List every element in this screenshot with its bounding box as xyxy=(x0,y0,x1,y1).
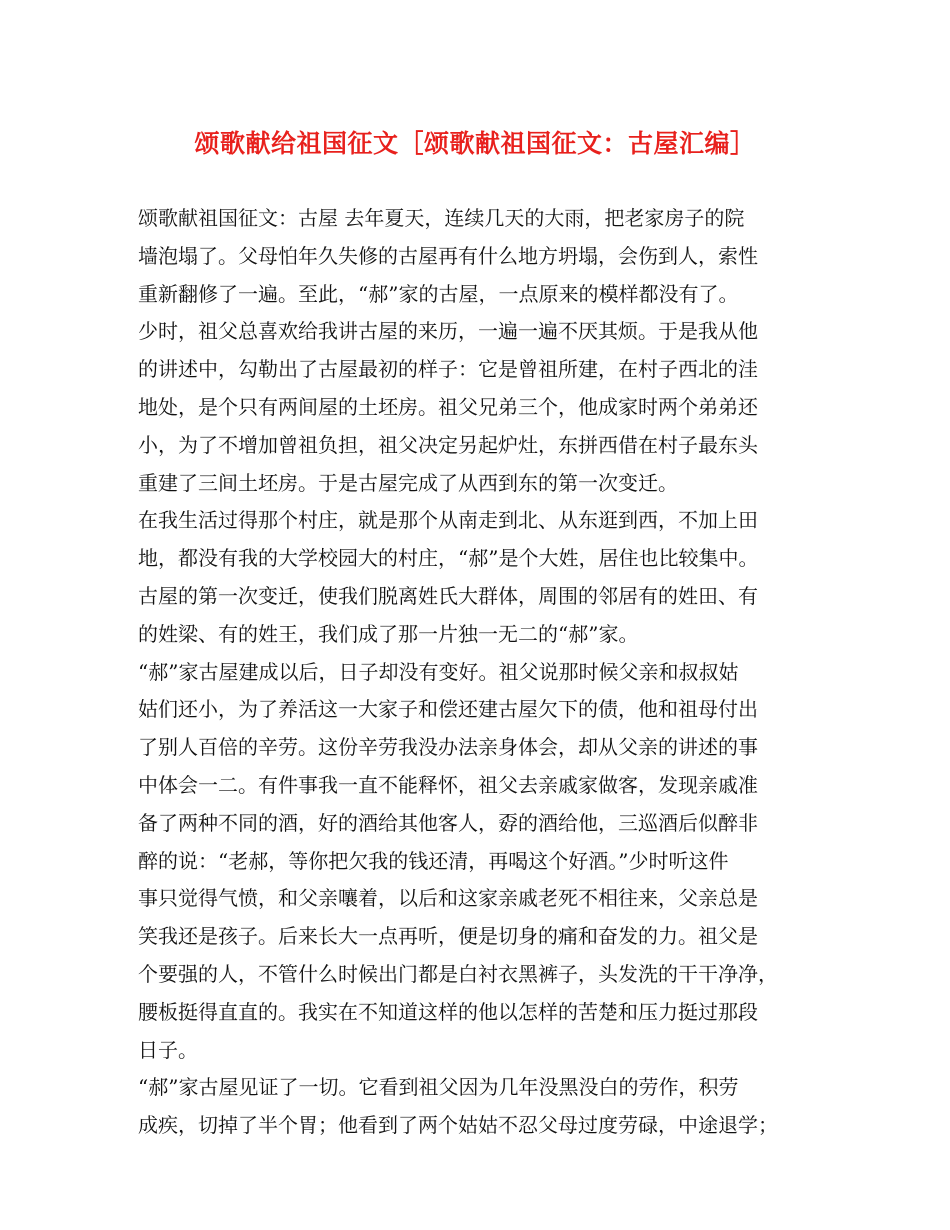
text-line: 地，都没有我的大学校园大的村庄，“郝”是个大姓，居住也比较集中。 xyxy=(138,546,759,571)
text-line: 少时，祖父总喜欢给我讲古屋的来历，一遍一遍不厌其烦。于是我从他 xyxy=(138,319,758,344)
text-line: 成疾，切掉了半个胃；他看到了两个姑姑不忍父母过度劳碌，中途退学； xyxy=(138,1113,778,1138)
text-line: 古屋的第一次变迁，使我们脱离姓氏大群体，周围的邻居有的姓田、有 xyxy=(138,583,758,608)
text-line: 的姓梁、有的姓王，我们成了那一片独一无二的“郝”家。 xyxy=(138,621,639,646)
text-line: 中体会一二。有件事我一直不能释怀，祖父去亲戚家做客，发现亲戚准 xyxy=(138,772,758,797)
text-line: 在我生活过得那个村庄，就是那个从南走到北、从东逛到西，不加上田 xyxy=(138,508,758,533)
text-line: 重建了三间土坯房。于是古屋完成了从西到东的第一次变迁。 xyxy=(138,470,678,495)
text-line: 颂歌献祖国征文：古屋 去年夏天，连续几天的大雨，把老家房子的院 xyxy=(138,206,745,230)
text-line: 备了两种不同的酒，好的酒给其他客人，孬的酒给他，三巡酒后似醉非 xyxy=(138,810,758,835)
text-line: 醉的说：“老郝，等你把欠我的钱还清，再喝这个好酒。”少时听这件 xyxy=(138,848,729,873)
text-line: 姑们还小，为了养活这一大家子和偿还建古屋欠下的债，他和祖母付出 xyxy=(138,697,758,722)
text-line: 事只觉得气愤，和父亲嚷着，以后和这家亲戚老死不相往来，父亲总是 xyxy=(138,886,758,911)
text-line: 墙泡塌了。父母怕年久失修的古屋再有什么地方坍塌，会伤到人，索性 xyxy=(138,243,758,268)
text-line: 地处，是个只有两间屋的土坯房。祖父兄弟三个，他成家时两个弟弟还 xyxy=(138,394,758,419)
text-line: 腰板挺得直直的。我实在不知道这样的他以怎样的苦楚和压力挺过那段 xyxy=(138,999,758,1024)
text-line: 小，为了不增加曾祖负担，祖父决定另起炉灶，东拼西借在村子最东头 xyxy=(138,432,758,457)
text-line: “郝”家古屋建成以后，日子却没有变好。祖父说那时候父亲和叔叔姑 xyxy=(138,659,739,684)
document-title: 颂歌献给祖国征文［颂歌献祖国征文：古屋汇编］ xyxy=(194,129,756,158)
text-line: 个要强的人，不管什么时候出门都是白衬衣黑裤子，头发洗的干干净净， xyxy=(138,961,778,986)
text-line: 笑我还是孩子。后来长大一点再听，便是切身的痛和奋发的力。祖父是 xyxy=(138,924,758,949)
text-line: “郝”家古屋见证了一切。它看到祖父因为几年没黑没白的劳作，积劳 xyxy=(138,1075,739,1100)
text-line: 日子。 xyxy=(138,1037,198,1062)
text-line: 的讲述中，勾勒出了古屋最初的样子：它是曾祖所建，在村子西北的洼 xyxy=(138,357,758,382)
document-body xyxy=(138,200,818,1145)
text-line: 了别人百倍的辛劳。这份辛劳我没办法亲身体会，却从父亲的讲述的事 xyxy=(138,735,758,760)
text-line: 重新翻修了一遍。至此，“郝”家的古屋，一点原来的模样都没有了。 xyxy=(138,281,739,306)
